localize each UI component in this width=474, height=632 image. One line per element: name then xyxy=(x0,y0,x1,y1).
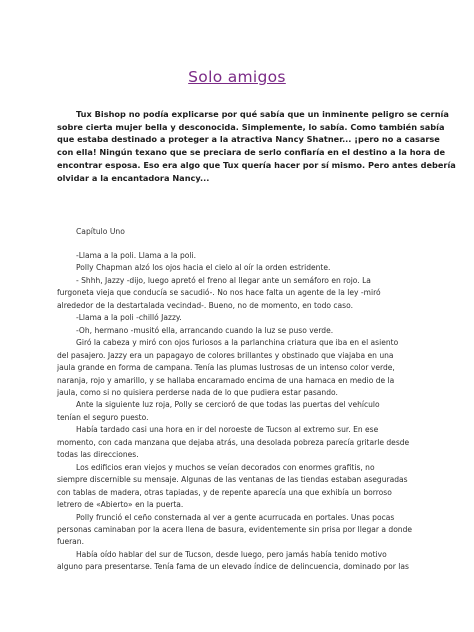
body-line: todas las direcciones. xyxy=(57,450,139,460)
body-line: Ante la siguiente luz roja, Polly se cercioró de que todas las puertas del vehículo xyxy=(76,400,380,410)
body-line: furgoneta vieja que conducía se sacudió-. No nos hace falta un agente de la ley -miró xyxy=(57,288,381,298)
synopsis-line: encontrar esposa. Eso era algo que Tux quería hacer por sí mismo. Pero antes debería xyxy=(57,159,456,170)
body-line: momento, con cada manzana que dejaba atrás, una desolada pobreza parecía gritarle desde xyxy=(57,437,410,447)
body-line: del pasajero. Jazzy era un papagayo de colores brillantes y obstinado que viajaba en una xyxy=(57,350,394,360)
body-line: Polly Chapman alzó los ojos hacia el cielo al oír la orden estridente. xyxy=(76,263,331,273)
body-line: -Llama a la poli -chilló Jazzy. xyxy=(76,313,182,323)
body-line: alrededor de la destartalada vecindad-. Bueno, no de momento, en todo caso. xyxy=(57,300,353,310)
body-line: -Oh, hermano -musitó ella, arrancando cuando la luz se puso verde. xyxy=(76,325,334,335)
body-line: Había oído hablar del sur de Tucson, desde luego, pero jamás había tenido motivo xyxy=(76,549,387,559)
body-line: Había tardado casi una hora en ir del noroeste de Tucson al extremo sur. En ese xyxy=(76,425,379,435)
body-line: letrero de «Abierto» en la puerta. xyxy=(57,500,184,510)
body-line: fueran. xyxy=(57,537,84,547)
chapter-heading: Capítulo Uno xyxy=(76,227,125,236)
body-line: - Shhh, Jazzy -dijo, luego apretó el freno al llegar ante un semáforo en rojo. La xyxy=(76,275,371,285)
body-line: jaula, como si no quisiera perderse nada de lo que pudiera estar pasando. xyxy=(57,387,338,397)
body-line: tenían el seguro puesto. xyxy=(57,412,149,422)
body-line: con tablas de madera, otras tapiadas, y de repente aparecía una que exhibía un borroso xyxy=(57,487,392,497)
synopsis-line: sobre cierta mujer bella y desconocida. Simplemente, lo sabía. Como también sabía xyxy=(57,121,445,132)
body-line: -Llama a la poli. Llama a la poli. xyxy=(76,251,197,260)
synopsis-line: con ella! Ningún texano que se preciara de serlo confiaría en el destino a la hora de xyxy=(57,147,446,158)
body-line: jaula grande en forma de campana. Tenía las plumas lustrosas de un intenso color verde, xyxy=(57,363,395,373)
body-line: alguno para presentarse. Tenía fama de un elevado índice de delincuencia, dominado por las xyxy=(57,562,409,572)
body-line: personas caminaban por la acera llena de basura, evidentemente sin prisa por llegar a donde xyxy=(57,524,413,534)
body-line: siempre discernible su mensaje. Algunas de las ventanas de las tiendas estaban aseguradas xyxy=(57,475,408,485)
synopsis-line: Tux Bishop no podía explicarse por qué sabía que un inminente peligro se cernía xyxy=(76,109,449,119)
body-line: Giró la cabeza y miró con ojos furiosos a la parlanchina criatura que iba en el asiento xyxy=(76,338,399,348)
synopsis-line: que estaba destinado a proteger a la atractiva Nancy Shatner... ¡pero no a casarse xyxy=(57,134,440,145)
document-title: Solo amigos xyxy=(188,68,286,86)
body-line: Polly frunció el ceño consternada al ver a gente acurrucada en portales. Unas pocas xyxy=(76,512,395,522)
body-text xyxy=(57,250,419,574)
body-line: Los edificios eran viejos y muchos se veían decorados con enormes grafitis, no xyxy=(76,462,375,472)
body-line: naranja, rojo y amarillo, y se hallaba encaramado encima de una hamaca en medio de la xyxy=(57,375,395,385)
synopsis xyxy=(57,108,456,184)
synopsis-line: olvidar a la encantadora Nancy... xyxy=(57,172,210,183)
